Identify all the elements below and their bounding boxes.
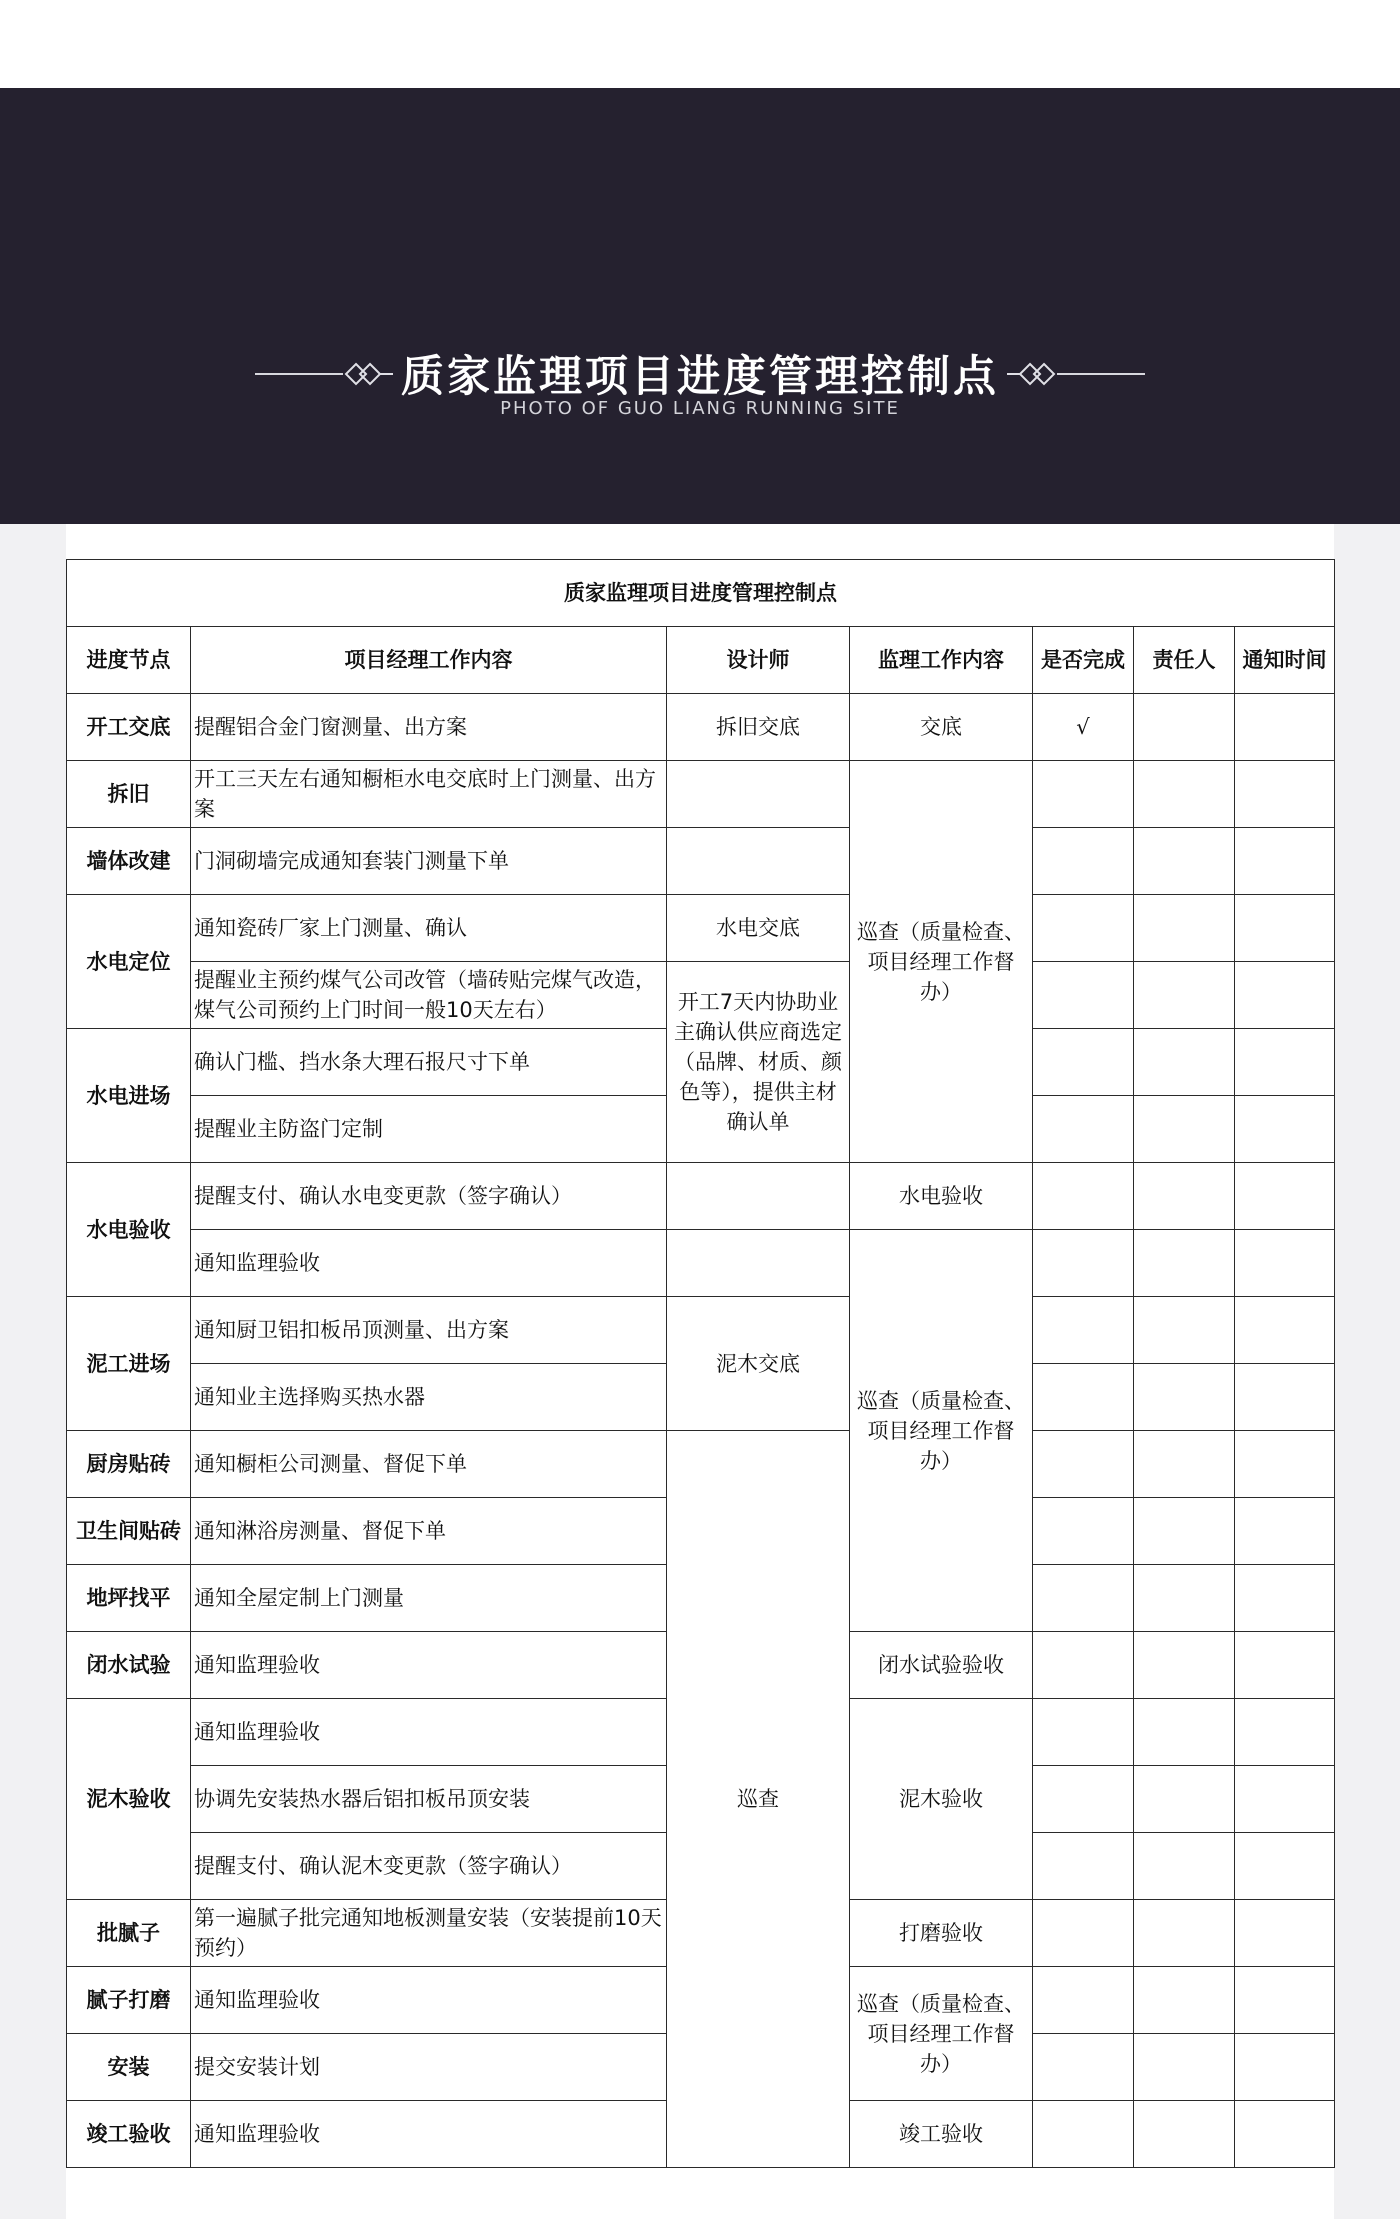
supervision-cell: 打磨验收 [850,1900,1033,1967]
caption-row [67,560,1335,627]
pm-task-cell: 通知监理验收 [191,1699,667,1766]
decor-line-left [255,373,343,375]
owner-cell [1134,694,1235,761]
done-cell [1033,895,1134,962]
owner-cell [1134,761,1235,828]
pm-task-cell: 门洞砌墙完成通知套装门测量下单 [191,828,667,895]
diamond-ornament-right-icon [1007,362,1057,386]
pm-task-cell: 通知监理验收 [191,1230,667,1297]
notify-time-cell [1235,1297,1335,1364]
notify-time-cell [1235,1230,1335,1297]
pm-task-cell: 提醒支付、确认水电变更款（签字确认） [191,1163,667,1230]
owner-cell [1134,1967,1235,2034]
notify-time-cell [1235,1766,1335,1833]
banner-title-row [0,343,1400,404]
done-cell [1033,1632,1134,1699]
pm-task-cell: 通知厨卫铝扣板吊顶测量、出方案 [191,1297,667,1364]
notify-time-cell [1235,1833,1335,1900]
designer-cell [667,761,850,828]
done-cell [1033,1699,1134,1766]
owner-cell [1134,962,1235,1029]
owner-cell [1134,828,1235,895]
notify-time-cell [1235,1699,1335,1766]
done-cell [1033,1096,1134,1163]
node-cell: 腻子打磨 [67,1967,191,2034]
supervision-cell: 巡查（质量检查、项目经理工作督办） [850,1967,1033,2101]
table-row [67,694,1335,761]
done-cell [1033,2101,1134,2168]
top-spacer [0,0,1400,88]
node-cell: 闭水试验 [67,1632,191,1699]
pm-task-cell: 提醒铝合金门窗测量、出方案 [191,694,667,761]
pm-task-cell: 通知淋浴房测量、督促下单 [191,1498,667,1565]
pm-task-cell: 通知业主选择购买热水器 [191,1364,667,1431]
done-cell [1033,1029,1134,1096]
supervision-cell: 水电验收 [850,1163,1033,1230]
header-banner [0,88,1400,524]
designer-cell [667,828,850,895]
node-cell: 卫生间贴砖 [67,1498,191,1565]
decor-line-right [1057,373,1145,375]
owner-cell [1134,1833,1235,1900]
designer-cell: 拆旧交底 [667,694,850,761]
done-cell [1033,828,1134,895]
notify-time-cell [1235,828,1335,895]
owner-cell [1134,1096,1235,1163]
notify-time-cell [1235,761,1335,828]
node-cell: 泥工进场 [67,1297,191,1431]
table-row [67,1297,1335,1364]
node-cell: 水电进场 [67,1029,191,1163]
owner-cell [1134,1297,1235,1364]
designer-cell: 泥木交底 [667,1297,850,1431]
header-supervision: 监理工作内容 [850,627,1033,694]
pm-task-cell: 提交安装计划 [191,2034,667,2101]
table-card [66,524,1334,2219]
pm-task-cell: 第一遍腻子批完通知地板测量安装（安装提前10天预约） [191,1900,667,1967]
banner-subtitle: PHOTO OF GUO LIANG RUNNING SITE [500,398,900,419]
done-cell [1033,1364,1134,1431]
supervision-cell: 泥木验收 [850,1699,1033,1900]
done-cell [1033,1967,1134,2034]
node-cell: 拆旧 [67,761,191,828]
done-cell [1033,1163,1134,1230]
node-cell: 竣工验收 [67,2101,191,2168]
supervision-cell: 交底 [850,694,1033,761]
notify-time-cell [1235,1900,1335,1967]
notify-time-cell [1235,1096,1335,1163]
owner-cell [1134,1565,1235,1632]
pm-task-cell: 开工三天左右通知橱柜水电交底时上门测量、出方案 [191,761,667,828]
node-cell: 厨房贴砖 [67,1431,191,1498]
pm-task-cell: 提醒业主防盗门定制 [191,1096,667,1163]
header-owner: 责任人 [1134,627,1235,694]
notify-time-cell [1235,1029,1335,1096]
notify-time-cell [1235,1431,1335,1498]
node-cell: 开工交底 [67,694,191,761]
owner-cell [1134,1364,1235,1431]
done-cell [1033,1431,1134,1498]
header-pm-work: 项目经理工作内容 [191,627,667,694]
designer-cell: 水电交底 [667,895,850,962]
owner-cell [1134,2101,1235,2168]
supervision-cell: 闭水试验验收 [850,1632,1033,1699]
notify-time-cell [1235,1565,1335,1632]
header-done: 是否完成 [1033,627,1134,694]
supervision-cell: 巡查（质量检查、项目经理工作督办） [850,1230,1033,1632]
node-cell: 批腻子 [67,1900,191,1967]
designer-cell [667,1230,850,1297]
owner-cell [1134,1431,1235,1498]
banner-title: 质家监理项目进度管理控制点 [401,352,999,402]
pm-task-cell: 通知橱柜公司测量、督促下单 [191,1431,667,1498]
done-cell [1033,962,1134,1029]
pm-task-cell: 通知瓷砖厂家上门测量、确认 [191,895,667,962]
supervision-cell: 竣工验收 [850,2101,1033,2168]
owner-cell [1134,1766,1235,1833]
done-cell [1033,1565,1134,1632]
header-node: 进度节点 [67,627,191,694]
table-row [67,1230,1335,1297]
notify-time-cell [1235,2034,1335,2101]
header-notify-time: 通知时间 [1235,627,1335,694]
node-cell: 水电验收 [67,1163,191,1297]
notify-time-cell [1235,962,1335,1029]
notify-time-cell [1235,694,1335,761]
pm-task-cell: 提醒业主预约煤气公司改管（墙砖贴完煤气改造，煤气公司预约上门时间一般10天左右） [191,962,667,1029]
done-cell [1033,761,1134,828]
notify-time-cell [1235,895,1335,962]
pm-task-cell: 提醒支付、确认泥木变更款（签字确认） [191,1833,667,1900]
pm-task-cell: 通知监理验收 [191,2101,667,2168]
done-cell [1033,1297,1134,1364]
table-row [67,761,1335,828]
owner-cell [1134,1163,1235,1230]
pm-task-cell: 确认门槛、挡水条大理石报尺寸下单 [191,1029,667,1096]
table-row [67,828,1335,895]
table-row [67,1163,1335,1230]
table-caption: 质家监理项目进度管理控制点 [67,560,1335,627]
control-points-table [66,559,1335,2168]
pm-task-cell: 协调先安装热水器后铝扣板吊顶安装 [191,1766,667,1833]
notify-time-cell [1235,1364,1335,1431]
node-cell: 泥木验收 [67,1699,191,1900]
node-cell: 墙体改建 [67,828,191,895]
node-cell: 地坪找平 [67,1565,191,1632]
notify-time-cell [1235,2101,1335,2168]
done-cell [1033,1766,1134,1833]
table-row [67,962,1335,1029]
notify-time-cell [1235,1632,1335,1699]
table-row [67,1431,1335,1498]
done-cell: √ [1033,694,1134,761]
pm-task-cell: 通知监理验收 [191,1967,667,2034]
diamond-ornament-left-icon [343,362,393,386]
owner-cell [1134,1699,1235,1766]
owner-cell [1134,1029,1235,1096]
designer-cell: 巡查 [667,1431,850,2168]
header-designer: 设计师 [667,627,850,694]
notify-time-cell [1235,1967,1335,2034]
done-cell [1033,1230,1134,1297]
done-cell [1033,1900,1134,1967]
pm-task-cell: 通知全屋定制上门测量 [191,1565,667,1632]
done-cell [1033,2034,1134,2101]
node-cell: 水电定位 [67,895,191,1029]
notify-time-cell [1235,1498,1335,1565]
header-row [67,627,1335,694]
owner-cell [1134,895,1235,962]
table-row [67,895,1335,962]
done-cell [1033,1833,1134,1900]
designer-cell: 开工7天内协助业主确认供应商选定（品牌、材质、颜色等），提供主材确认单 [667,962,850,1163]
owner-cell [1134,1498,1235,1565]
owner-cell [1134,1900,1235,1967]
done-cell [1033,1498,1134,1565]
designer-cell [667,1163,850,1230]
pm-task-cell: 通知监理验收 [191,1632,667,1699]
owner-cell [1134,1632,1235,1699]
node-cell: 安装 [67,2034,191,2101]
supervision-cell: 巡查（质量检查、项目经理工作督办） [850,761,1033,1163]
owner-cell [1134,1230,1235,1297]
owner-cell [1134,2034,1235,2101]
notify-time-cell [1235,1163,1335,1230]
